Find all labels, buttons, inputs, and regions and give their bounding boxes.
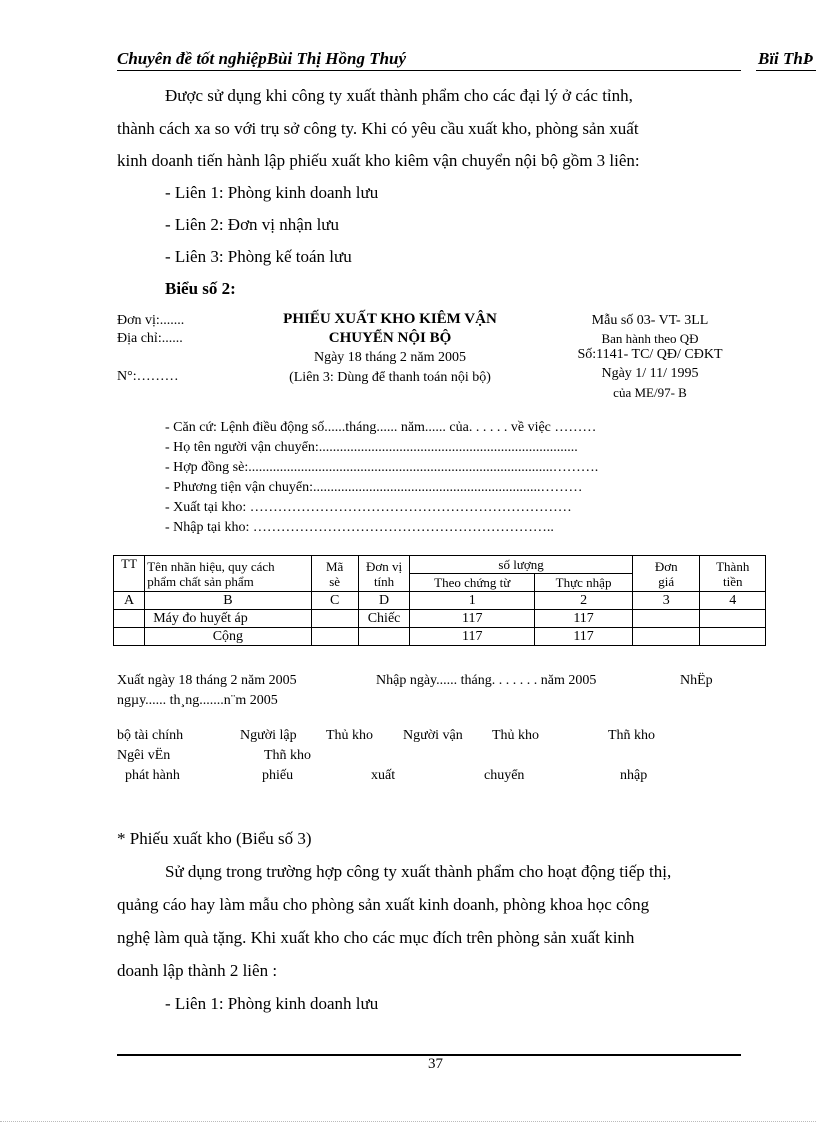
header-rule [117,70,741,71]
sig-thu-kho-4: Thñ kho [264,748,312,763]
table-cell [114,610,145,628]
form-title-line1: PHIẾU XUẤT KHO KIÊM VẬN [283,311,497,327]
field-nhap-tai-kho: - Nhập tại kho: ……………………………………………………….. [165,520,554,535]
field-phuong-tien: - Phương tiện vận chuyển:.................................................................……… [165,480,583,495]
table-cell: A [114,592,145,610]
form-ban-hanh: Ban hành theo QĐ [601,331,699,346]
field-can-cu: - Căn cứ: Lệnh điều động số......tháng...... năm...... của. . . . . . về việc ……… [165,420,597,435]
table-cell-name: Cộng [145,628,311,646]
table-cell: 3 [632,592,700,610]
goods-table [113,555,766,646]
intro-line-1: Được sử dụng khi công ty xuất thành phẩm cho các đại lý ở các tỉnh, [165,86,633,105]
section2-line-1: Sử dụng trong trường hợp công ty xuất thành phẩm cho hoạt động tiếp thị, [165,862,672,881]
table-cell: 4 [700,592,766,610]
th-don-vi [358,556,409,592]
section2-heading: * Phiếu xuất kho (Biểu số 3) [117,829,312,848]
section2-lien-1: - Liên 1: Phòng kinh doanh lưu [165,994,379,1013]
table-cell: C [311,592,358,610]
sig-chuyen: chuyển [484,768,525,783]
table-cell: B [145,592,311,610]
form-title-line2: CHUYỂN NỘI BỘ [328,330,452,346]
th-ten-line2: phẩm chất sản phẩm [147,573,254,589]
th-don-gia [632,556,700,592]
th-so-luong: số lượng [410,556,633,574]
th-thanh-tien [700,556,766,592]
form-don-vi: Đơn vị:....... [117,313,185,328]
table-cell-name: Máy đo huyết áp [145,610,311,628]
sig-thu-kho-3: Thñ kho [608,728,656,743]
th-don-vi-line2: tính [373,573,395,589]
table-cell: 2 [535,592,633,610]
intro-line-2: thành cách xa so với trụ sở công ty. Khi có yêu cầu xuất kho, phòng sản xuất [117,119,639,138]
header-rule-right [756,70,816,71]
sig-thu-kho-2: Thủ kho [492,728,540,743]
field-ho-ten: - Họ tên người vận chuyển:.......................................................................... [165,440,578,455]
table-cell-theo: 117 [410,610,535,628]
th-ma-line2: sè [329,573,341,589]
table-cell-thuc: 117 [535,610,633,628]
nhap-ngay: Nhập ngày...... tháng. . . . . . . năm 2005 [376,673,597,688]
table-cell [700,610,766,628]
th-thuc-nhap: Thực nhập [535,574,633,592]
th-ma [311,556,358,592]
table-cell: 1 [410,592,535,610]
lien-2: - Liên 2: Đơn vị nhận lưu [165,215,340,234]
form-so-qd: Số:1141- TC/ QĐ/ CĐKT [577,347,723,362]
th-theo-chung-tu: Theo chứng từ [410,574,535,592]
sig-xuat: xuất [371,768,396,783]
intro-line-3: kinh doanh tiến hành lập phiếu xuất kho kiêm vận chuyển nội bộ gồm 3 liên: [117,151,640,170]
form-ngay-qd: Ngày 1/ 11/ 1995 [601,366,699,381]
table-cell [632,610,700,628]
page-header-left: Chuyên đề tốt nghiệpBùi Thị Hồng Thuý [117,49,407,68]
th-don-gia-line2: giá [658,573,675,589]
lien-3: - Liên 3: Phòng kế toán lưu [165,247,352,266]
form-dia-chi: Địa chỉ:...... [117,331,183,346]
sig-nhap: nhập [620,768,648,783]
table-row [114,610,766,628]
th-thanh-tien-line2: tiền [722,573,743,589]
table-cell [358,628,409,646]
sig-phieu: phiếu [262,768,294,783]
lien-1: - Liên 1: Phòng kinh doanh lưu [165,183,379,202]
th-ten [145,556,311,592]
sig-phat-hanh: phát hành [125,768,180,783]
sig-thu-kho-1: Thủ kho [326,728,374,743]
table-cell [311,610,358,628]
page-bottom-divider [0,1121,816,1122]
form-lien-note: (Liên 3: Dùng để thanh toán nội bộ) [289,370,491,385]
th-ten-line1: Tên nhãn hiệu, quy cách [147,558,275,574]
ngay-2: ngµy...... th¸ng.......n¨m 2005 [117,693,278,708]
table-cell-unit: Chiếc [358,610,409,628]
th-don-vi-line1: Đơn vị [365,558,403,574]
section2-line-4: doanh lập thành 2 liên : [117,961,278,980]
field-xuat-tai-kho: - Xuất tại kho: …………………………………………………………… [165,500,572,515]
th-ma-line1: Mã [326,558,344,574]
sig-nguoi-van: Người vận [403,728,463,743]
sig-nguoi-van-2: Ngêi vËn [117,748,171,763]
table-cell-theo: 117 [410,628,535,646]
table-cell-thuc: 117 [535,628,633,646]
page-number: 37 [428,1056,443,1072]
form-mau-so: Mẫu số 03- VT- 3LL [591,313,709,328]
sig-nguoi-lap: Người lập [240,728,297,743]
page-header-right: Bïi ThÞ [758,49,814,68]
th-don-gia-line1: Đơn [654,558,678,574]
th-thanh-tien-line1: Thành [716,558,750,574]
sig-bo-tai-chinh: bộ tài chính [117,728,184,743]
table-cell [311,628,358,646]
field-hop-dong: - Hợp đồng sè:.......................................................................................………. [165,460,599,475]
table-cell [114,628,145,646]
th-tt: TT [114,556,145,592]
form-cua: của ME/97- B [613,385,687,400]
table-total-row [114,628,766,646]
section2-line-3: nghệ làm quà tặng. Khi xuất kho cho các mục đích trên phòng sản xuất kinh [117,928,635,947]
table-cell [632,628,700,646]
xuat-ngay: Xuất ngày 18 tháng 2 năm 2005 [117,673,297,688]
section2-line-2: quảng cáo hay làm mẫu cho phòng sản xuất kinh doanh, phòng khoa học công [117,895,650,914]
table-cell [700,628,766,646]
form-date: Ngày 18 tháng 2 năm 2005 [313,350,467,365]
form-number: N°:……… [117,369,179,384]
table-header-row [114,556,766,574]
table-code-row [114,592,766,610]
table-cell: D [358,592,409,610]
bieu-so-2-label: Biểu số 2: [165,279,236,298]
nhep: NhËp [680,673,713,688]
